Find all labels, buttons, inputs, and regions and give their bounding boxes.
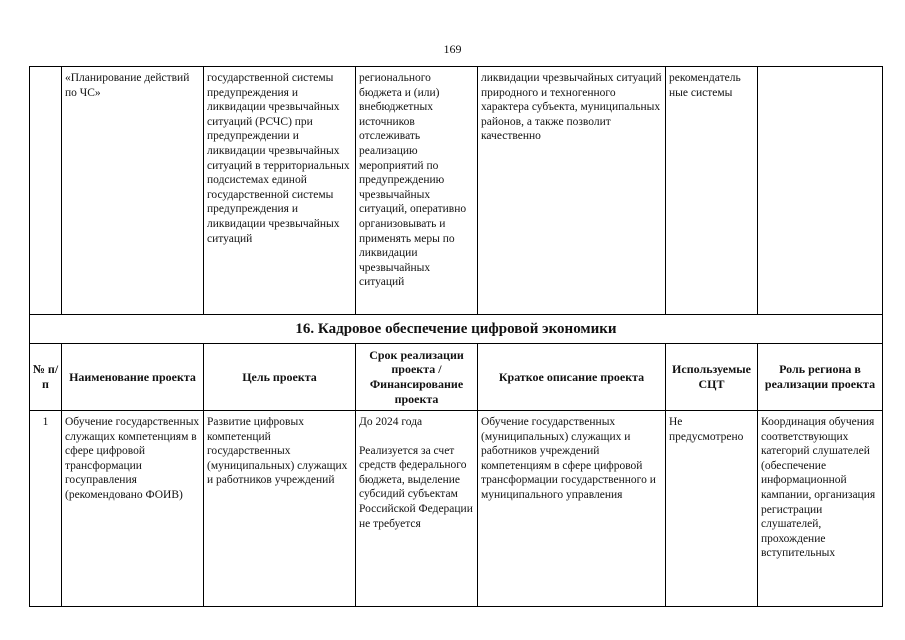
- header-name: Наименование проекта: [62, 344, 204, 411]
- row-term-period: До 2024 года: [359, 416, 423, 428]
- row-description-cell: Обучение государственных (муниципальных) служащих и работников учреждений компетенциям в сфере цифровой трансформации государственного и муниципального управления: [478, 411, 666, 607]
- row-goal-cell: Развитие цифровых компетенций государственных (муниципальных) служащих и работников учреждений: [204, 411, 356, 607]
- row-tech-cell: Не предусмотрено: [666, 411, 758, 607]
- row-name-cell: Обучение государственных служащих компетенциям в сфере цифровой трансформации госуправления (рекомендовано ФОИВ): [62, 411, 204, 607]
- header-tech: Используемые СЦТ: [666, 344, 758, 411]
- continued-description-cell: ликвидации чрезвычайных ситуаций природного и техногенного характера субъекта, муниципальных районов, а также позволит качественно: [478, 67, 666, 315]
- continued-term-cell: регионального бюджета и (или) внебюджетных источников отслеживать реализацию мероприятий по предупреждению чрезвычайных ситуаций, оперативно организовывать и применять меры по ликвидации чрезвычайных ситуаций: [356, 67, 478, 315]
- continued-goal-cell: государственной системы предупреждения и ликвидации чрезвычайных ситуаций (РСЧС) при предупреждении и ликвидации чрезвычайных ситуаций в территориальных подсистемах единой государственной системы предупреждения и ликвидации чрезвычайных ситуаций: [204, 67, 356, 315]
- continued-name-cell: «Планирование действий по ЧС»: [62, 67, 204, 315]
- continued-row: [30, 67, 883, 315]
- row-term-cell: [356, 411, 478, 607]
- header-term: Срок реализации проекта / Финансирование проекта: [356, 344, 478, 411]
- header-row: [30, 344, 883, 411]
- continued-num-cell: [30, 67, 62, 315]
- header-goal: Цель проекта: [204, 344, 356, 411]
- section-row: [30, 315, 883, 344]
- table-row: [30, 411, 883, 607]
- term-spacer: [359, 430, 474, 444]
- row-num-cell: 1: [30, 411, 62, 607]
- page-number: 169: [443, 42, 462, 56]
- continued-tech-cell: рекомендатель ные системы: [666, 67, 758, 315]
- projects-table: [29, 66, 883, 607]
- header-num: № п/п: [30, 344, 62, 411]
- continued-role-cell: [758, 67, 883, 315]
- header-role: Роль региона в реализации проекта: [758, 344, 883, 411]
- row-term-funding: Реализуется за счет средств федерального бюджета, выделение субсидий субъектам Российской Федерации не требуется: [359, 444, 473, 530]
- row-role-cell: Координация обучения соответствующих категорий слушателей (обеспечение информационной кампании, организация регистрации слушателей, прохождение вступительных: [758, 411, 883, 607]
- header-description: Краткое описание проекта: [478, 344, 666, 411]
- section-title: 16. Кадровое обеспечение цифровой экономики: [30, 315, 883, 344]
